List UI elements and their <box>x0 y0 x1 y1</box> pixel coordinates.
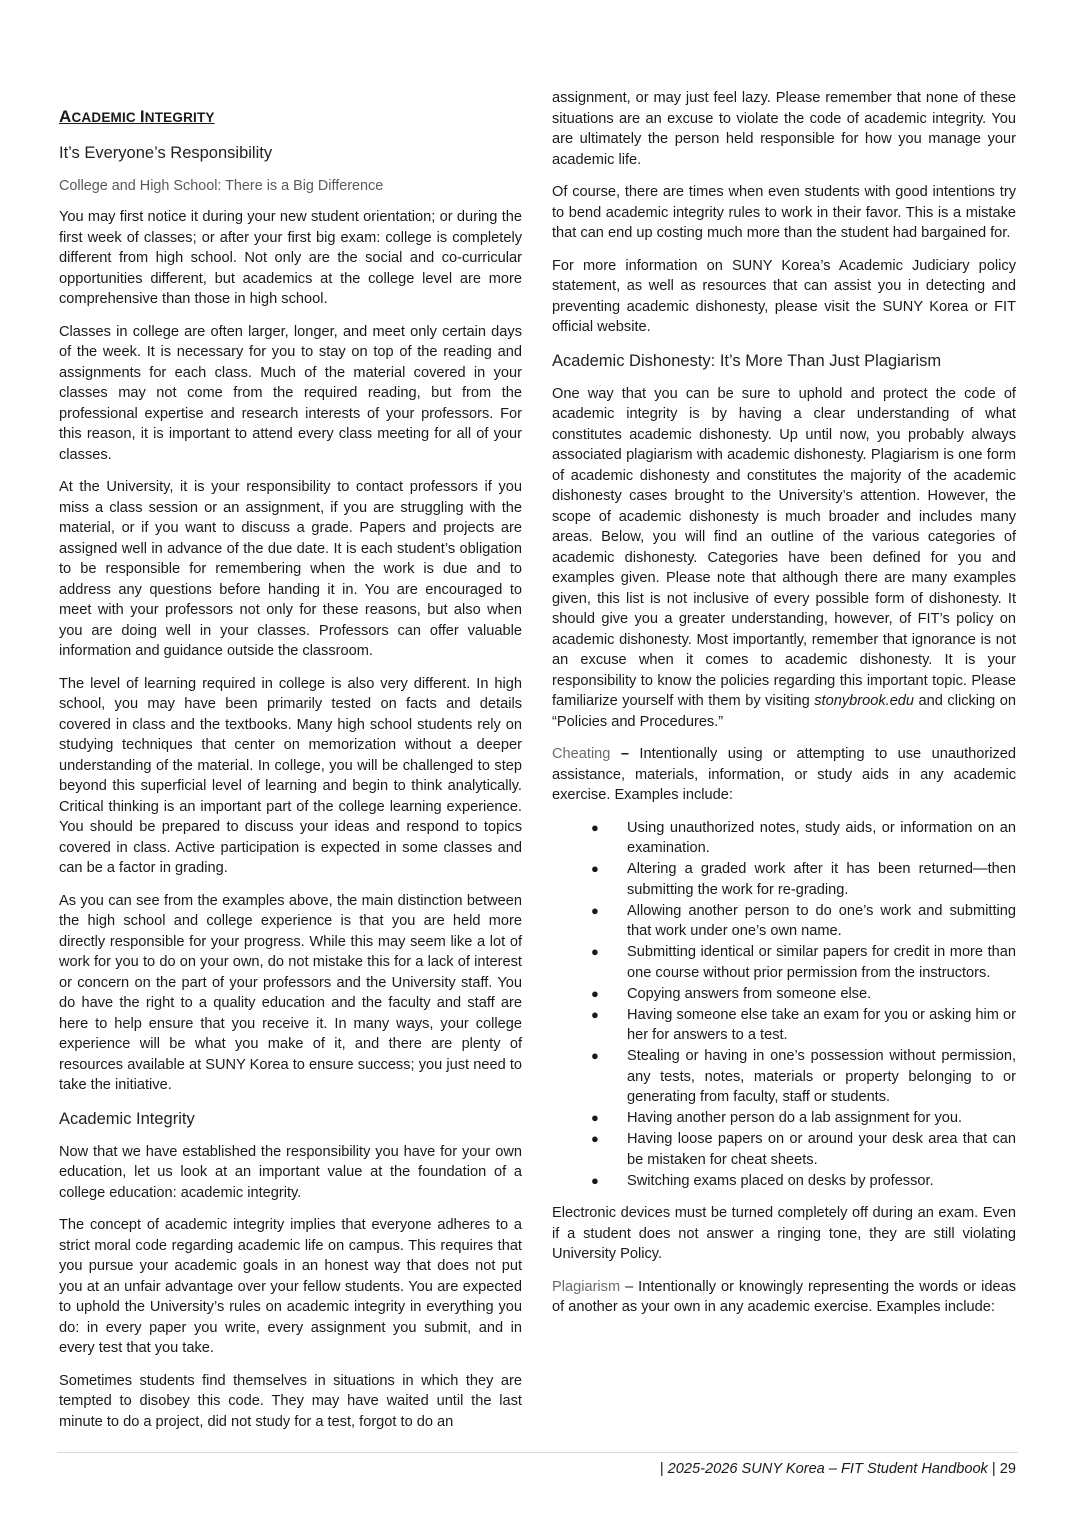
title-rest-academic: CADEMIC <box>71 110 140 125</box>
subtitle: It’s Everyone’s Responsibility <box>59 144 273 162</box>
bullet-icon: ● <box>591 1172 599 1188</box>
plagiarism-term: Plagiarism <box>552 1278 621 1295</box>
paragraph-dishonesty <box>552 384 1016 733</box>
paragraph-text: and clicking on “Policies and Procedures.” <box>552 693 1016 730</box>
cheating-term: Cheating <box>552 746 611 762</box>
list-item-text: Copying answers from someone else. <box>627 985 872 1002</box>
bullet-icon: ● <box>591 944 599 959</box>
page-footer <box>660 1459 1016 1479</box>
list-item-text: Stealing or having in one’s possession without permission, any tests, notes, materials or property belonging to or generating from faculty, staff or students. <box>627 1048 1016 1105</box>
section-heading-dishonesty: Academic Dishonesty: It’s More Than Just Plagiarism <box>552 351 942 370</box>
title-cap-a: A <box>59 107 72 126</box>
title-rest-integrity: NTEGRITY <box>144 110 215 125</box>
bullet-icon: ● <box>591 902 599 918</box>
electronic-devices-paragraph: Electronic devices must be turned completely off during an exam. Even if a student does not answer a ringing tone, they are still violating University Policy. <box>552 1205 1016 1262</box>
paragraph-text: One way that you can be sure to uphold and protect the code of academic integrity is by having a clear understanding of what constitutes academic dishonesty. Up until now, you probably always associated plagiarism with academic dishonesty. Plagiarism is one form of academic dishonesty and constitutes the majority of the academic dishonesty cases brought to the University’s attention. However, the scope of academic dishonesty is much broader and includes many areas. Below, you will find an outline of the various categories of academic dishonesty. Categories have been defined for you and examples given. Please note that although there are many examples given, this list is not inclusive of every possible form of dishonesty. It should give you a greater understanding, however, of FIT’s policy on academic dishonesty. Most importantly, remember that ignorance is not an excuse when it comes to academic dishonesty. It is your responsibility to know the policies regarding this important topic. Please familiarize yourself with them by visiting <box>552 385 1016 709</box>
right-column <box>552 88 1016 1330</box>
list-item <box>591 1046 1016 1108</box>
list-item-text: Submitting identical or similar papers for credit in more than one course without prior permission from the instructors. <box>627 944 1016 981</box>
list-item <box>591 1129 1016 1170</box>
plagiarism-definition <box>552 1277 1016 1318</box>
bullet-icon: ● <box>591 1006 599 1022</box>
bullet-icon: ● <box>591 1110 599 1125</box>
list-item <box>591 818 1016 859</box>
list-item-text: Having someone else take an exam for you or asking him or her for answers to a test. <box>627 1006 1016 1043</box>
page-number: 29 <box>999 1461 1016 1477</box>
paragraph: You may first notice it during your new student orientation; or during the first week of classes; or after your first big exam: college is completely different from high school. Not only are the social and co-curricular opportunities different, but academics at the college level are more comprehensive than those in high school. <box>59 209 522 307</box>
bullet-icon: ● <box>591 861 599 876</box>
list-item <box>591 1108 1016 1129</box>
paragraph: Classes in college are often larger, longer, and meet only certain days of the week. It is necessary for you to stay on top of the reading and assignments for each class. Much of the material covered in your classes may not come from the required reading, but from the professional expertise and research interests of your professors. For this reason, it is important to attend every class meeting for all of your classes. <box>59 323 522 463</box>
bullet-icon: ● <box>591 819 599 835</box>
footer-separator: | <box>987 1461 1000 1477</box>
section-heading-college: College and High School: There is a Big Difference <box>59 178 384 194</box>
bullet-icon: ● <box>591 1048 599 1063</box>
cheating-examples-list <box>552 818 1016 1192</box>
list-item-text: Having another person do a lab assignment for you. <box>627 1110 963 1126</box>
paragraph: Of course, there are times when even students with good intentions try to bend academic integrity rules to work in their favor. This is a mistake that can end up costing much more than the student had bargained for. <box>552 184 1016 241</box>
paragraph: Now that we have established the responsibility you have for your own education, let us look at an important value at the foundation of a college education: academic integrity. <box>59 1143 522 1201</box>
term-dash: – <box>610 746 640 762</box>
list-item <box>591 859 1016 900</box>
list-item-text: Switching exams placed on desks by professor. <box>627 1172 934 1189</box>
cheating-definition <box>552 744 1016 806</box>
stonybrook-link[interactable]: stonybrook.edu <box>814 693 915 709</box>
section-heading-integrity: Academic Integrity <box>59 1109 195 1128</box>
list-item <box>591 1005 1016 1046</box>
cheating-definition-text: Intentionally using or attempting to use unauthorized assistance, materials, information, or study aids in any academic exercise. Examples include: <box>552 746 1016 803</box>
list-item-text: Altering a graded work after it has been returned—then submitting the work for re-grading. <box>627 861 1016 898</box>
paragraph: For more information on SUNY Korea’s Academic Judiciary policy statement, as well as resources that can assist you in detecting and preventing academic dishonesty, please visit the SUNY Korea or FIT official website. <box>552 257 1016 335</box>
list-item-text: Using unauthorized notes, study aids, or information on an examination. <box>627 819 1016 856</box>
left-column <box>59 88 522 1444</box>
title-cap-i: I <box>139 107 145 126</box>
list-item-text: Having loose papers on or around your desk area that can be mistaken for cheat sheets. <box>627 1131 1016 1168</box>
footer-title: 2025-2026 SUNY Korea – FIT Student Handbook <box>667 1461 988 1477</box>
bullet-icon: ● <box>591 985 599 1001</box>
paragraph: The level of learning required in college is also very different. In high school, you may have been primarily tested on facts and details covered in class and the textbooks. Many high school students rely on studying techniques that center on memorization without a deeper understanding of the material. In college, you will be challenged to step beyond this superficial level of learning and begin to think analytically. Critical thinking is an important part of the college learning experience. You should be prepared to discuss your ideas and respond to topics covered in class. Active participation is expected in some classes and can be a factor in grading. <box>59 675 522 876</box>
paragraph: The concept of academic integrity implies that everyone adheres to a strict moral code regarding academic life on campus. This requires that you pursue your academic goals in an honest way that does not put you at an unfair advantage over your fellow students. You are expected to uphold the University’s rules on academic integrity in everything you do: in every paper you write, every assignment you submit, and in every test that you take. <box>59 1217 522 1356</box>
term-dash: – <box>620 1278 639 1295</box>
paragraph: As you can see from the examples above, the main distinction between the high school and college experience is that you are held more directly responsible for your progress. While this may seem like a lot of work for you to do on your own, do not mistake this for a lack of interest or concern on the part of your professors and the University staff. You do have the right to a quality education and the faculty and staff are here to help ensure that you receive it. In many ways, your college experience will be what you make of it, and there are plenty of resources available at SUNY Korea to ensure success; you just need to take the initiative. <box>59 892 522 1093</box>
page-title <box>59 106 522 129</box>
paragraph: At the University, it is your responsibility to contact professors if you miss a class session or an assignment, if you are struggling with the material, or if you want to discuss a grade. Papers and projects are assigned well in advance of the due date. It is each student’s obligation to be responsible for remembering when the work is due and to address any questions before handing it in. You are encouraged to meet with your professors not only for these reasons, but also when you are doing well in your classes. Professors can offer valuable information and guidance outside the classroom. <box>59 479 522 659</box>
plagiarism-definition-text: Intentionally or knowingly representing the words or ideas of another as your own in any academic exercise. Examples include: <box>552 1278 1016 1315</box>
paragraph: assignment, or may just feel lazy. Please remember that none of these situations are an excuse to violate the code of academic integrity. You are ultimately the person held responsible for how you manage your academic life. <box>552 90 1016 168</box>
list-item <box>591 901 1016 942</box>
footer-separator: | <box>659 1461 668 1477</box>
list-item <box>591 984 1016 1005</box>
paragraph: Sometimes students find themselves in situations in which they are tempted to disobey this code. They may have waited until the last minute to do a project, did not study for a test, forgot to do an <box>59 1372 522 1430</box>
footer-divider <box>57 1452 1018 1453</box>
list-item-text: Allowing another person to do one’s work and submitting that work under one’s own name. <box>627 902 1016 939</box>
bullet-icon: ● <box>591 1131 599 1146</box>
list-item <box>591 942 1016 983</box>
list-item <box>591 1171 1016 1192</box>
